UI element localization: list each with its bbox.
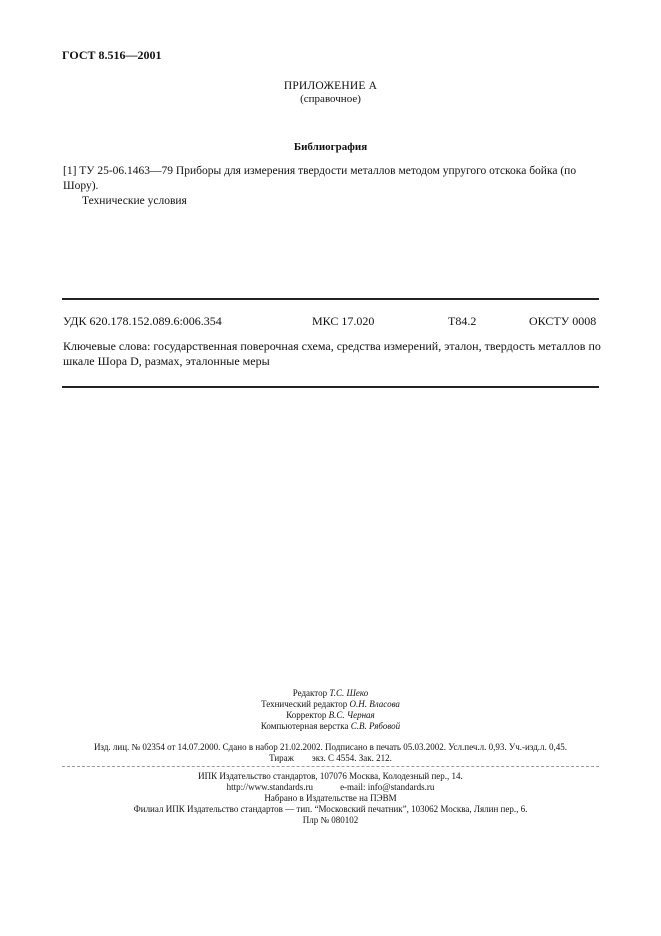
editor-line: Редактор Т.С. Шеко: [292, 688, 369, 698]
publisher-block: [0, 771, 661, 826]
udk-code: УДК 620.178.152.089.6:006.354: [63, 314, 222, 328]
tech-editor-name: О.Н. Власова: [349, 699, 400, 709]
corrector-line: Корректор В.С. Черная: [286, 710, 375, 720]
corrector-name: В.С. Черная: [328, 710, 375, 720]
tech-editor-line: Технический редактор О.Н. Власова: [261, 699, 400, 709]
layout-name: С.В. Рябовой: [350, 721, 401, 731]
publisher-line1: ИПК Издательство стандартов, 107076 Москва, Колодезный пер., 14.: [198, 771, 463, 781]
bibliography-title: Библиография: [293, 141, 368, 153]
publisher-line4: Филиал ИПК Издательство стандартов — тип. “Московский печатник”, 103062 Москва, Лялин пер., 6.: [133, 804, 528, 814]
imprint-line2: Тираж экз. С 4554. Зак. 212.: [269, 753, 392, 763]
email-link: e-mail: info@standards.ru: [340, 782, 435, 792]
layout-line: Компьютерная верстка С.В. Рябовой: [260, 721, 401, 731]
bottom-divider: [62, 386, 599, 388]
dashed-divider: [62, 766, 599, 767]
website-link: http://www.standards.ru: [226, 782, 314, 792]
publisher-contacts: [0, 782, 661, 793]
credits-block: [0, 688, 661, 732]
imprint-line1: Изд. лиц. № 02354 от 14.07.2000. Сдано в набор 21.02.2002. Подписано в печать 05.03.2002. Усл.печ.л. 0,93. Уч.-изд.л. 0,45.: [93, 742, 568, 752]
bibliography-entry-line1: [1] ТУ 25-06.1463—79 Приборы для измерения твердости металлов методом упругого отскока бойка (по Шору).: [63, 165, 577, 192]
okstu-code: ОКСТУ 0008: [529, 314, 597, 328]
bibliography-entry: [63, 164, 608, 209]
group-code: Т84.2: [448, 314, 477, 328]
imprint-block: [62, 742, 599, 764]
mks-code: МКС 17.020: [312, 314, 375, 328]
publisher-line3: Набрано в Издательстве на ПЭВМ: [264, 793, 397, 803]
annex-subtitle: (справочное): [300, 93, 361, 105]
publisher-line5: Плр № 080102: [302, 815, 359, 825]
bibliography-entry-line2: Технические условия: [82, 195, 187, 207]
top-divider: [62, 298, 599, 300]
standard-code: ГОСТ 8.516—2001: [62, 48, 162, 62]
editor-name: Т.С. Шеко: [329, 688, 369, 698]
keywords: Ключевые слова: государственная поверочная схема, средства измерений, эталон, твердость металлов по шкале Шора D, размах, эталонные меры: [63, 339, 601, 368]
annex-title: ПРИЛОЖЕНИЕ А: [283, 80, 378, 92]
